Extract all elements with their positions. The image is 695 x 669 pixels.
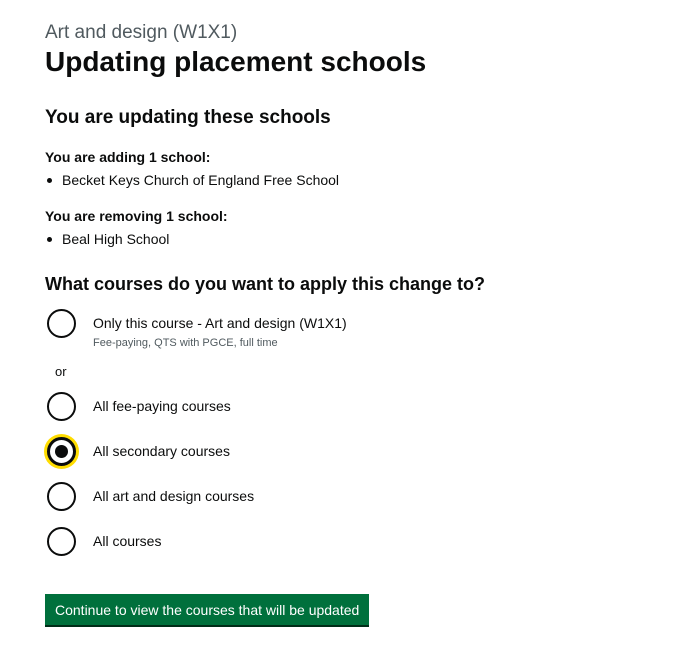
radio-only-this-course[interactable]	[45, 309, 675, 361]
radio-hint: Fee-paying, QTS with PGCE, full time	[93, 337, 278, 349]
page-caption: Art and design (W1X1)	[45, 22, 238, 43]
radio-all-secondary[interactable]	[45, 437, 675, 482]
removing-list	[45, 229, 675, 249]
radio-button[interactable]	[47, 309, 76, 338]
radio-button-selected[interactable]	[47, 437, 76, 466]
radio-button[interactable]	[47, 392, 76, 421]
list-item: Becket Keys Church of England Free School	[45, 170, 675, 190]
or-divider: or	[55, 364, 67, 379]
courses-radio-group	[45, 309, 675, 572]
radio-all-fee-paying[interactable]	[45, 392, 675, 437]
continue-button[interactable]: Continue to view the courses that will be updated	[45, 594, 369, 625]
list-item: Beal High School	[45, 229, 675, 249]
adding-label: You are adding 1 school:	[45, 149, 211, 165]
summary-heading: You are updating these schools	[45, 107, 331, 128]
radio-all-courses[interactable]	[45, 527, 675, 572]
removing-label: You are removing 1 school:	[45, 208, 228, 224]
radio-label: All secondary courses	[93, 443, 230, 459]
radio-label: All art and design courses	[93, 488, 255, 504]
courses-question: What courses do you want to apply this change to?	[45, 274, 486, 294]
adding-list	[45, 170, 675, 190]
radio-button[interactable]	[47, 527, 76, 556]
radio-label: All courses	[93, 533, 162, 549]
radio-all-art-and-design[interactable]	[45, 482, 675, 527]
page-title: Updating placement schools	[45, 46, 427, 77]
radio-label: All fee-paying courses	[93, 398, 231, 414]
main-content	[45, 20, 675, 625]
radio-label: Only this course - Art and design (W1X1)	[93, 315, 347, 331]
radio-button[interactable]	[47, 482, 76, 511]
